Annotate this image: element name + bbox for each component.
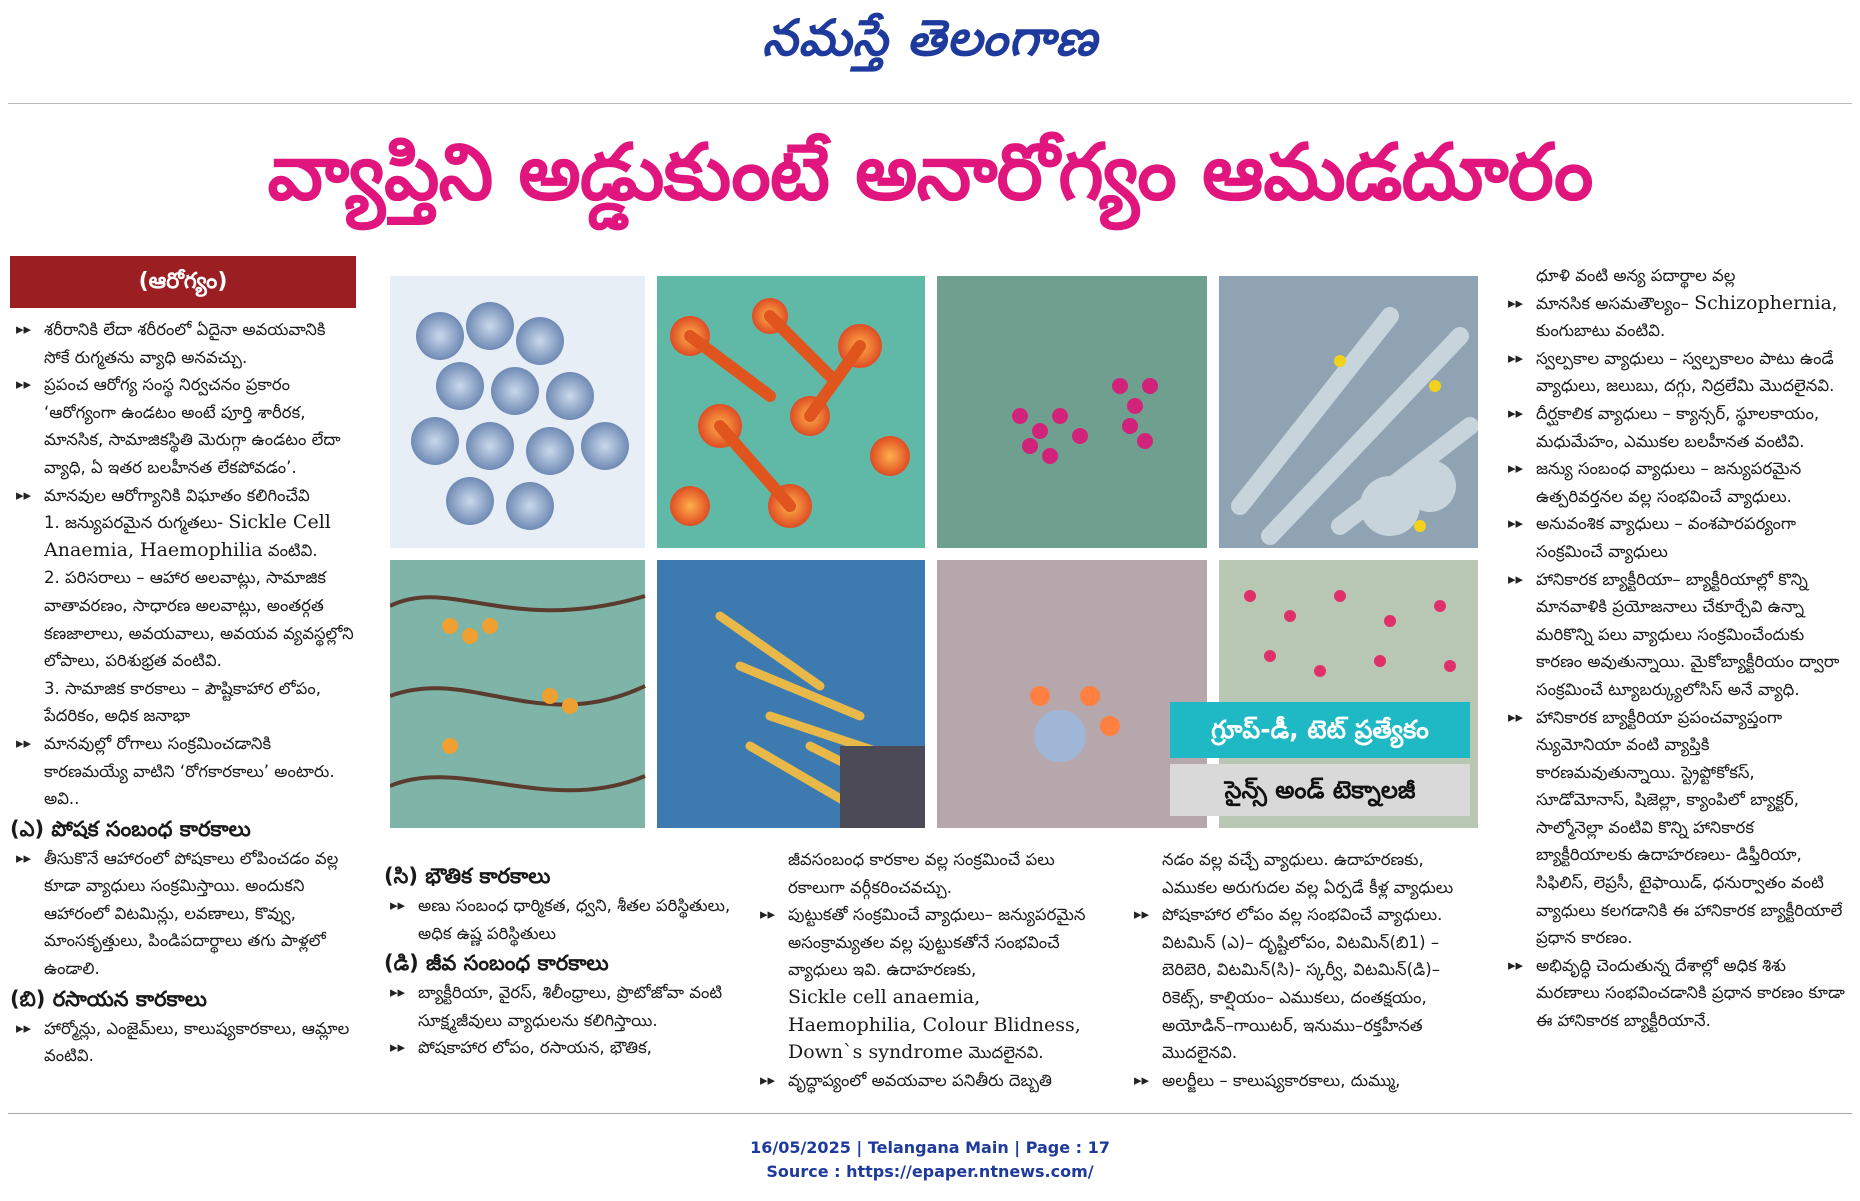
paragraph-text: పుట్టుకతో సంక్రమించే వ్యాధులు– జన్యుపరమైన అసంక్రామ్యతల వల్ల పుట్టుకతోనే సంభవించే వ్యాధులు ఇవి. ఉదాహరణకు, bbox=[788, 905, 1086, 980]
english-paragraph bbox=[754, 984, 1106, 1067]
paragraph-text: స్వల్పకాల వ్యాధులు – స్వల్పకాలం పాటు ఉండే వ్యాధులు, జలుబు, దగ్గు, నిద్రలేమి మొదలైనవి. bbox=[1536, 348, 1835, 396]
article-headline: వ్యాప్తిని అడ్డుకుంటే అనారోగ్యం ఆమడదూరం bbox=[267, 128, 1593, 218]
footer-edition-info: 16/05/2025 | Telangana Main | Page : 17 bbox=[750, 1138, 1110, 1157]
english-terms: Schizophernia bbox=[1694, 291, 1832, 314]
paragraph-text: అనువంశిక వ్యాధులు – వంశపారపర్యంగా సంక్రమించే వ్యాధులు bbox=[1536, 514, 1797, 561]
paragraph-text: దీర్ఘకాలిక వ్యాధులు – క్యాన్సర్, స్థూలకాయం, మధుమేహం, ఎముకల బలహీనత వంటివి. bbox=[1536, 403, 1820, 451]
paragraph-text: వృద్ధాప్యంలో అవయవాల పనితీరు దెబ్బతి bbox=[788, 1070, 1052, 1090]
bullet-icon: ▸▸ bbox=[1508, 955, 1524, 974]
bullet-icon: ▸▸ bbox=[1508, 459, 1524, 478]
paragraph-text: మొదలైనవి. bbox=[963, 1043, 1044, 1063]
section-heading: (డి) జీవ సంబంధ కారకాలు bbox=[384, 951, 609, 976]
bullet-icon: ▸▸ bbox=[1508, 348, 1524, 367]
paragraph-text: మానవుల ఆరోగ్యానికి విఘాతం కలిగించేవి bbox=[44, 485, 310, 505]
special-caption: గ్రూప్-డీ, టెట్ ప్రత్యేకం bbox=[1170, 702, 1470, 758]
virus-image-blue bbox=[390, 276, 645, 548]
paragraph-text: హానికారక బ్యాక్టీరియా ప్రపంచవ్యాప్తంగా న్యుమోనియా వంటి వ్యాప్తికి కారణమవుతున్నాయి. స్ట్రెప్టోకోకస్, సూడోమోనాస్, షిజెల్లా, క్యాంపిలో బ్యాక్టర్, సాల్మోనెల్లా వంటివి కొన్ని హానికారక బ్యాక్టీరియాలకు ఉదాహరణలు- డిఫ్తీరియా, సిఫిలిస్, లెప్రసీ, టైఫాయిడ్, ధనుర్వాతం వంటి వ్యాధులు కలగడానికి ఈ హానికారక బ్యాక్టీరియాలే ప్రధాన కారణం. bbox=[1536, 707, 1843, 948]
item-text: 1. జన్యుపరమైన రుగ్మతలు- bbox=[44, 513, 229, 533]
bullet-icon: ▸▸ bbox=[1508, 514, 1524, 533]
numbered-item: 2. పరిసరాలు – ఆహార అలవాట్లు, సామాజిక వాతావరణం, సాధారణ అలవాట్లు, అంతర్గత కణజాలాలు, అవయవాలు, అవయవ వ్యవస్థల్లోని లోపాలు, పరిశుభ్రత వంటివి. bbox=[44, 568, 354, 671]
paragraph-text: అణు సంబంధ ధార్మికత, ధ్వని, శీతల పరిస్థితులు, అధిక ఉష్ణ పరిస్థితులు bbox=[418, 896, 731, 943]
bullet-paragraph bbox=[1502, 952, 1852, 1035]
virus-image-orange bbox=[657, 276, 925, 548]
bullet-icon: ▸▸ bbox=[390, 983, 406, 1002]
footer-source: Source : https://epaper.ntnews.com/ bbox=[766, 1162, 1094, 1181]
numbered-item bbox=[10, 509, 356, 564]
bullet-paragraph bbox=[1502, 510, 1852, 565]
paragraph-text: పోషకాహార లోపం వల్ల సంభవించే వ్యాధులు. విటమిన్ (ఎ)– దృష్టిలోపం, విటమిన్(బి1) – బెరిబెరి, విటమిన్(సి)- స్కర్వీ, విటమిన్(డి)– రికెట్స్, కాల్షియం– ఎముకలు, దంతక్షయం, అయోడిన్–గాయిటర్, ఇనుము–రక్తహీనత మొదలైనవి. bbox=[1162, 905, 1443, 1063]
bullet-paragraph bbox=[10, 482, 356, 510]
paragraph-text: హానికారక బ్యాక్టీరియా– బ్యాక్టీరియాల్లో కొన్ని మానవాళికి ప్రయోజనాలు చేకూర్చేవి ఉన్నా మరికొన్ని పలు వ్యాధులు సంక్రమించేందుకు కారణం అవుతున్నాయి. మైకోబ్యాక్టీరియం ద్వారా సంక్రమించే ట్యూబర్క్యులోసిస్ అనే వ్యాధి. bbox=[1536, 569, 1840, 699]
bullet-icon: ▸▸ bbox=[1508, 293, 1524, 312]
paragraph-text: పోషకాహార లోపం, రసాయన, భౌతిక, bbox=[418, 1038, 652, 1058]
bullet-icon: ▸▸ bbox=[760, 1070, 776, 1089]
bullet-paragraph bbox=[1502, 290, 1852, 345]
bullet-icon: ▸▸ bbox=[16, 485, 32, 504]
bullet-icon: ▸▸ bbox=[16, 848, 32, 867]
column-5 bbox=[1502, 262, 1852, 1035]
bacteria-image-yellow bbox=[657, 560, 925, 828]
paragraph-text: హార్మోన్లు, ఎంజైమ్‌లు, కాలుష్యకారకాలు, ఆమ్లాల వంటివి. bbox=[44, 1018, 350, 1066]
bullet-icon: ▸▸ bbox=[16, 1018, 32, 1037]
english-terms: Sickle cell anaemia, Haemophilia, Colour Blidness, Down`s syndrome bbox=[788, 985, 1081, 1064]
paragraph: నడం వల్ల వచ్చే వ్యాధులు. ఉదాహరణకు, ఎముకల అరుగుదల వల్ల ఏర్పడే కీళ్ల వ్యాధులు bbox=[1162, 850, 1454, 897]
section-heading: (ఎ) పోషక సంబంధ కారకాలు bbox=[10, 816, 251, 841]
column-3 bbox=[754, 846, 1106, 1094]
bullet-paragraph bbox=[1502, 704, 1852, 952]
paragraph-text: ప్రపంచ ఆరోగ్య సంస్థ నిర్వచనం ప్రకారం ‘ఆరోగ్యంగా ఉండటం అంటే పూర్తి శారీరక, మానసిక, సామాజికస్థితి మెరుగ్గా ఉండటం లేదా వ్యాధి, ఏ ఇతర బలహీనత లేకపోవడం’. bbox=[44, 375, 341, 477]
bullet-icon: ▸▸ bbox=[16, 375, 32, 394]
category-label: (ఆరోగ్యం) bbox=[10, 256, 356, 308]
item-text: వంటివి. bbox=[262, 540, 318, 560]
numbered-item: 3. సామాజిక కారకాలు – పౌష్టికాహార లోపం, పేదరికం, అధిక జనాభా bbox=[44, 678, 321, 726]
paragraph-text: బ్యాక్టీరియా, వైరస్, శిలీంధ్రాలు, ప్రొటోజోవా వంటి సూక్ష్మజీవులు వ్యాధులను కలిగిస్తాయి. bbox=[418, 983, 723, 1030]
section-heading: (సి) భౌతిక కారకాలు bbox=[384, 864, 551, 888]
bullet-paragraph bbox=[1128, 1067, 1480, 1095]
virus-image-pink bbox=[937, 560, 1207, 828]
bullet-paragraph bbox=[1502, 566, 1852, 704]
bullet-paragraph bbox=[384, 892, 744, 947]
bullet-paragraph bbox=[10, 316, 356, 371]
bullet-icon: ▸▸ bbox=[16, 733, 32, 752]
bullet-paragraph bbox=[1502, 455, 1852, 510]
paragraph-text: తీసుకొనే ఆహారంలో పోషకాలు లోపించడం వల్ల కూడా వ్యాధులు సంక్రమిస్తాయి. అందుకని ఆహారంలో విటమిన్లు, లవణాలు, కొవ్వు, మాంసకృత్తులు, పిండిపదార్థాలు తగు పాళ్లలో ఉండాలి. bbox=[44, 848, 339, 979]
paragraph-text: , కుంగుబాటు వంటివి. bbox=[1536, 293, 1838, 341]
paragraph: ధూళి వంటి అన్య పదార్థాల వల్ల bbox=[1536, 266, 1736, 285]
paragraph: జీవసంబంధ కారకాల వల్ల సంక్రమించే పలు రకాలుగా వర్గీకరించవచ్చు. bbox=[788, 850, 1055, 897]
bacteria-image-gray bbox=[1219, 276, 1478, 548]
bullet-paragraph bbox=[384, 979, 744, 1034]
bullet-icon: ▸▸ bbox=[1508, 403, 1524, 422]
bullet-paragraph bbox=[1128, 901, 1480, 1067]
column-4 bbox=[1128, 846, 1480, 1094]
bullet-icon: ▸▸ bbox=[1134, 1070, 1150, 1089]
column-2 bbox=[384, 860, 744, 1062]
bullet-icon: ▸▸ bbox=[390, 1038, 406, 1057]
bullet-paragraph bbox=[10, 371, 356, 481]
bullet-icon: ▸▸ bbox=[16, 320, 32, 338]
paragraph-text: శరీరానికి లేదా శరీరంలో ఏదైనా అవయవానికి సోకే రుగ్మతను వ్యాధి అనవచ్చు. bbox=[44, 320, 326, 367]
bullet-paragraph bbox=[1502, 400, 1852, 455]
paragraph-text: జన్యు సంబంధ వ్యాధులు – జన్యుపరమైన ఉత్పరివర్తనల వల్ల సంభవించే వ్యాధులు. bbox=[1536, 459, 1802, 506]
newspaper-masthead: నమస్తే తెలంగాణ bbox=[762, 8, 1098, 67]
bullet-icon: ▸▸ bbox=[1508, 569, 1524, 588]
bullet-icon: ▸▸ bbox=[1134, 905, 1150, 924]
bullet-paragraph bbox=[10, 845, 356, 983]
cell-image-mesh bbox=[390, 560, 645, 828]
bullet-paragraph bbox=[754, 901, 1106, 984]
bullet-paragraph bbox=[1502, 345, 1852, 400]
section-heading: (బి) రసాయన కారకాలు bbox=[10, 986, 207, 1011]
paragraph-text: అలర్జీలు – కాలుష్యకారకాలు, దుమ్ము, bbox=[1162, 1070, 1401, 1090]
bullet-paragraph bbox=[10, 730, 356, 813]
english-terms: Sickle Cell Anaemia, Haemophilia bbox=[44, 511, 331, 561]
bullet-icon: ▸▸ bbox=[1508, 707, 1524, 726]
paragraph-text: అభివృద్ధి చెందుతున్న దేశాల్లో అధిక శిశు మరణాలు సంభవించడానికి ప్రధాన కారణం కూడా ఈ హానికారక బ్యాక్టీరియానే. bbox=[1536, 955, 1845, 1031]
bullet-icon: ▸▸ bbox=[390, 896, 406, 914]
column-1 bbox=[10, 316, 356, 1070]
paragraph-text: మానసిక అసమతౌల్యం– bbox=[1536, 293, 1689, 313]
masthead-divider bbox=[8, 103, 1852, 104]
footer-divider bbox=[8, 1113, 1852, 1114]
bullet-paragraph bbox=[10, 1015, 356, 1070]
bullet-paragraph bbox=[384, 1034, 744, 1062]
bullet-paragraph bbox=[754, 1067, 1106, 1095]
paragraph-text: మానవుల్లో రోగాలు సంక్రమించడానికి కారణమయ్యే వాటిని ‘రోగకారకాలు’ అంటారు. అవి.. bbox=[44, 733, 335, 809]
virus-image-green-pink bbox=[937, 276, 1207, 548]
subject-caption: సైన్స్ అండ్ టెక్నాలజీ bbox=[1170, 764, 1470, 816]
bullet-icon: ▸▸ bbox=[760, 905, 776, 924]
